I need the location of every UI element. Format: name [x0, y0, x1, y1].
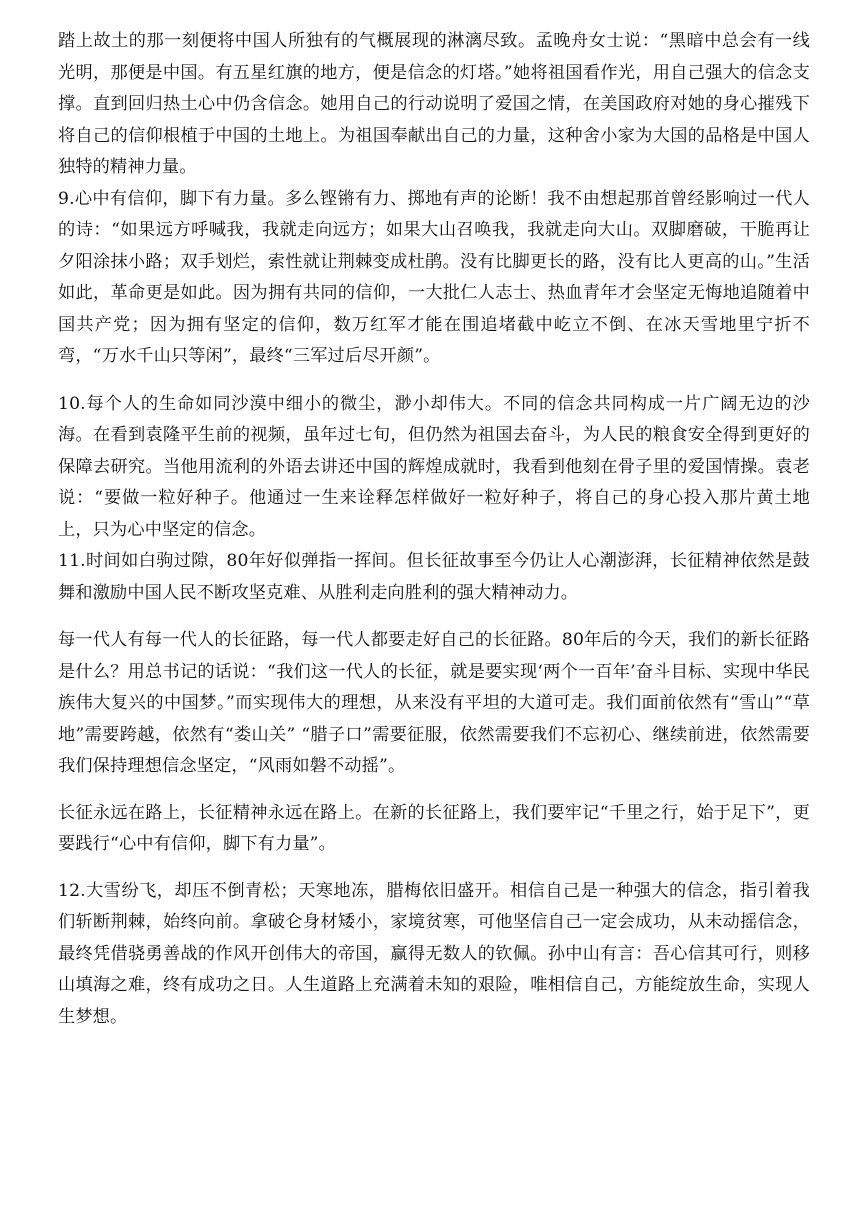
paragraph-12-self-belief: 12.大雪纷飞，却压不倒青松；天寒地冻，腊梅依旧盛开。相信自己是一种强大的信念，指引着我们斩断荆棘，始终向前。拿破仑身材矮小，家境贫寒，可他坚信自己一定会成功，从未动摇信念，最终凭借骁勇善战的作风开创伟大的帝国，赢得无数人的钦佩。孙中山有言：吾心信其可行，则移山填海之难，终有成功之日。人生道路上充满着未知的艰险，唯相信自己，方能绽放生命，实现人生梦想。 — [58, 880, 810, 1027]
paragraph-11-long-march: 11.时间如白驹过隙，80年好似弹指一挥间。但长征故事至今仍让人心潮澎湃，长征精神依然是鼓舞和激励中国人民不断攻坚克难、从胜利走向胜利的强大精神动力。 — [58, 551, 810, 603]
paragraph-10-yuanlongping: 10.每个人的生命如同沙漠中细小的微尘，渺小却伟大。不同的信念共同构成一片广阔无边的沙海。在看到袁隆平生前的视频，虽年过七旬，但仍然为祖国去奋斗，为人民的粮食安全得到更好的保障去研究。当他用流利的外语去讲还中国的辉煌成就时，我看到他刻在骨子里的爱国情操。袁老说：“要做一粒好种子。他通过一生来诠释怎样做好一粒好种子，将自己的身心投入那片黄土地上，只为心中坚定的信念。 — [58, 393, 810, 540]
document-page — [58, 26, 810, 1033]
paragraph-9-faith: 9.心中有信仰，脚下有力量。多么铿锵有力、掷地有声的论断！我不由想起那首曾经影响过一代人的诗：“如果远方呼喊我，我就走向远方；如果大山召唤我，我就走向大山。双脚磨破，干脆再让夕阳涂抹小路；双手划烂，索性就让荆棘变成杜鹃。没有比脚更长的路，没有比人更高的山。”生活如此，革命更是如此。因为拥有共同的信仰，一大批仁人志士、热血青年才会坚定无悔地追随着中国共产党；因为拥有坚定的信仰，数万红军才能在围追堵截中屹立不倒、在冰天雪地里宁折不弯，“万水千山只等闲”，最终“三军过后尽开颜”。 — [58, 188, 810, 366]
paragraph-mengwanzhou: 踏上故土的那一刻便将中国人所独有的气概展现的淋漓尽致。孟晚舟女士说：“黑暗中总会有一线光明，那便是中国。有五星红旗的地方，便是信念的灯塔。”她将祖国看作光，用自己强大的信念支撑。直到回归热土心中仍含信念。她用自己的行动说明了爱国之情，在美国政府对她的身心摧残下将自己的信仰根植于中国的土地上。为祖国奉献出自己的力量，这种舍小家为大国的品格是中国人独特的精神力量。 — [58, 31, 810, 177]
paragraph-long-march-spirit: 长征永远在路上，长征精神永远在路上。在新的长征路上，我们要牢记“千里之行，始于足下”，更要践行“心中有信仰，脚下有力量”。 — [58, 802, 810, 854]
paragraph-new-long-march: 每一代人有每一代人的长征路，每一代人都要走好自己的长征路。80年后的今天，我们的新长征路是什么？用总书记的话说：“我们这一代人的长征，就是要实现‘两个一百年’奋斗目标、实现中华民族伟大复兴的中国梦。”而实现伟大的理想，从来没有平坦的大道可走。我们面前依然有“雪山”“草地”需要跨越，依然有“娄山关” “腊子口”需要征服，依然需要我们不忘初心、继续前进，依然需要我们保持理想信念坚定，“风雨如磐不动摇”。 — [58, 630, 810, 776]
